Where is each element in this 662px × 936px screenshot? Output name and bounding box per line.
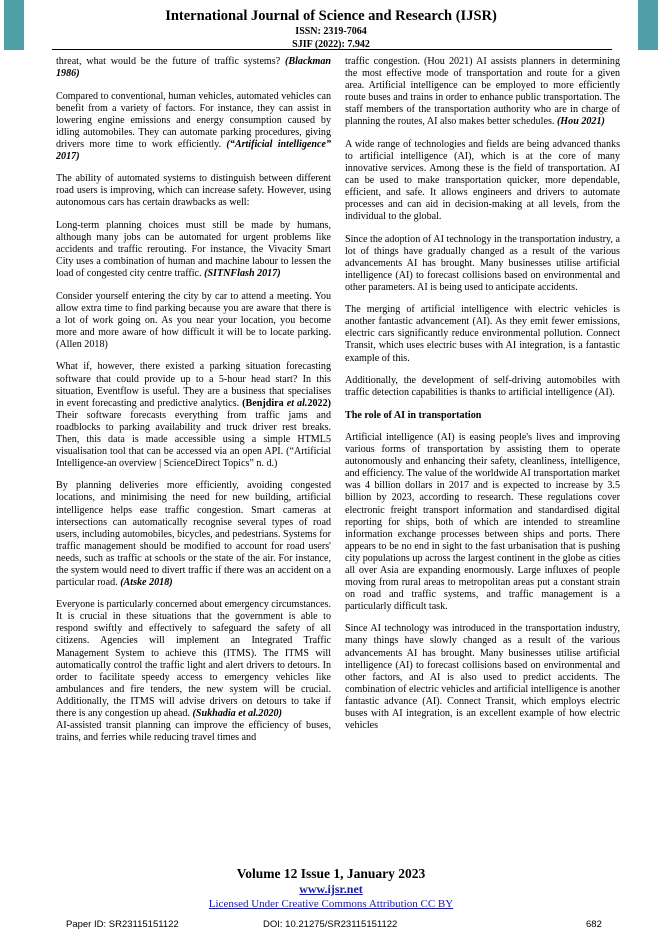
section-heading: The role of AI in transportation	[345, 409, 482, 421]
page-number: 682	[586, 919, 602, 930]
paragraph: Since the adoption of AI technology in the transportation industry, a lot of things have gradually changed as a result of the various advancements AI has brought. Many businesses utilise artificial intelligence (AI) to forecast collisions based on environmental and other parameters. AI is being used to anticipate accidents.	[345, 233, 620, 293]
citation: (“Artificial intelligence” 2017)	[56, 138, 331, 162]
paragraph: The ability of automated systems to distinguish between different road users is improving, which can increase safety. However, using autonomous cars has certain drawbacks as well:	[56, 173, 331, 209]
license-link[interactable]: Licensed Under Creative Commons Attribution CC BY	[208, 898, 454, 910]
header-divider	[52, 49, 612, 50]
paragraph: Additionally, the development of self-driving automobiles with traffic detection capabilities is thanks to artificial intelligence (AI).	[345, 375, 620, 399]
paragraph: Compared to conventional, human vehicles, automated vehicles can benefit from a variety of factors. For instance, they can assist in lowering engine emissions and energy consumption caused by idling automobiles. They can automate parking procedures, giving drivers more time to work efficiently. (“Artificial intelligence” 2017)	[56, 90, 331, 162]
paragraph: threat, what would be the future of traffic systems? (Blackman 1986)	[56, 56, 332, 80]
paragraph: The merging of artificial intelligence with electric vehicles is another fantastic advancement (AI). As they emit fewer emissions, electric cars significantly reduce environmental pollution. Connect Transit, which uses electric buses with AI integration, is a fantastic example of this.	[345, 304, 620, 364]
citation: (SITNFlash 2017)	[204, 268, 281, 280]
issn: ISSN: 2319-7064	[295, 26, 367, 37]
journal-header	[0, 8, 662, 51]
paragraph: By planning deliveries more efficiently, avoiding congested locations, and minimising the need for new building, artificial intelligence helps ease traffic congestion. Smart cameras at intersections can automatically recognise several types of road users, including automobiles, bicycles, and pedestrians. Systems for traffic management should be modified to account for road users' needs, such as traffic at schools or the state of the air. For instance, the system would need to divert traffic if there was an accident on a particular road. (Atske 2018)	[56, 480, 331, 588]
volume-line: Volume 12 Issue 1, January 2023	[236, 866, 426, 881]
paragraph: Everyone is particularly concerned about emergency circumstances. It is crucial in these situations that the government is able to respond swiftly and effectively to safeguard the safety of all citizens. Agencies will implement an Integrated Traffic Management System to achieve this (ITMS). The ITMS will automatically control the traffic light and alert drivers to detours. In order to facilitate speedy access to emergency vehicles like ambulances and fire tenders, the new system will be crucial. Additionally, the ITMS will advise drivers on detours to take if there is any congestion up ahead. (Sukhadia et al.2020)	[56, 599, 331, 719]
doi: DOI: 10.21275/SR23115151122	[263, 919, 398, 930]
journal-url-link[interactable]: www.ijsr.net	[299, 882, 363, 896]
journal-title: International Journal of Science and Research (IJSR)	[165, 8, 497, 24]
paragraph: What if, however, there existed a parking situation forecasting software that could provide up to a 5-hour head start? In this situation, Eventflow is useful. They are a business that specialises in event forecasting and predictive analytics. (Benjdira et al.2022) Their software forecasts everything from traffic jams and roadblocks to parking availability and truck driver rest breaks. Then, this data is made accessible using a simple HTML5 visualisation tool that can be accessed via an open API. (“Artificial Intelligence-an overview | ScienceDirect Topics” n. d.)	[56, 361, 331, 469]
left-column	[56, 56, 331, 754]
paragraph: Long-term planning choices must still be made by humans, although many jobs can be automated for urgent problems like accidents and traffic rerouting. For instance, the Vivacity Smart City uses a combination of human and machine labour to lessen the load of congested city centre traffic. (SITNFlash 2017)	[56, 220, 331, 280]
right-column	[345, 56, 620, 742]
paragraph: Since AI technology was introduced in the transportation industry, many things have slowly changed as a result of the various advancements AI has brought. Many businesses utilise artificial intelligence (AI) to forecast collisions based on environmental and other factors, and AI is also used to predict accidents. The combination of electric vehicles and artificial intelligence is another fantastic advance (AI). Connect Transit, which employs electric buses with AI integration, is an excellent example of how electric vehicles	[345, 623, 620, 731]
citation: (Sukhadia et al.2020)	[192, 707, 282, 719]
page-footer	[0, 866, 662, 911]
citation: (Benjdira et al.2022)	[242, 397, 331, 409]
citation: (Blackman 1986)	[56, 56, 332, 80]
paragraph: traffic congestion. (Hou 2021) AI assists planners in determining the most effective mode of transportation and route for a given area. Artificial intelligence can be employed to more efficiently route buses and trains in order to enhance public transportation. The staff members of the transportation authority who are in charge of planning the routes, AI also makes better schedules. (Hou 2021)	[345, 56, 620, 128]
paragraph: A wide range of technologies and fields are being advanced thanks to artificial intelligence (AI), which is at the core of many innovative services. Among these is the field of transportation. AI can be used to make transportation quicker, more dependable, efficient, and safe. It allows engineers and drivers to automate processes and can aid in decision-making at all levels, from the individual to the global.	[345, 138, 620, 223]
paragraph: Artificial intelligence (AI) is easing people's lives and improving various forms of transportation by assisting them to operate autonomously and enhancing their safety, cleanliness, intelligence, and efficiency. The value of the worldwide AI transportation market was 4 billion dollars in 2017 and is expected to increase by 3.5 billion by 2023, according to research. These regulations cover electronic freight transport information and standardised digital reporting for ships, both of which are intended to streamline information exchange processes between ships and ports. There appears to be no end in sight to the fast urbanisation that is pushing city populations up across the largest continent in the globe as cities all over Asia are expanding enormously. Large influxes of people moving from rural areas to metropolitan areas put a constant strain on road and traffic systems, and traffic management is a particularly difficult task.	[345, 432, 620, 612]
paragraph: AI-assisted transit planning can improve the efficiency of buses, trains, and ferries while reducing travel times and	[56, 719, 331, 743]
sjif: SJIF (2022): 7.942	[292, 39, 370, 50]
citation: (Atske 2018)	[120, 576, 173, 588]
paragraph: Consider yourself entering the city by car to attend a meeting. You allow extra time to find parking because you are aware that there is a lot of work going on. As you near your location, you become more and more aware of how difficult it will be to locate parking. (Allen 2018)	[56, 290, 331, 350]
paper-id: Paper ID: SR23115151122	[66, 919, 179, 930]
citation: (Hou 2021)	[556, 116, 605, 128]
